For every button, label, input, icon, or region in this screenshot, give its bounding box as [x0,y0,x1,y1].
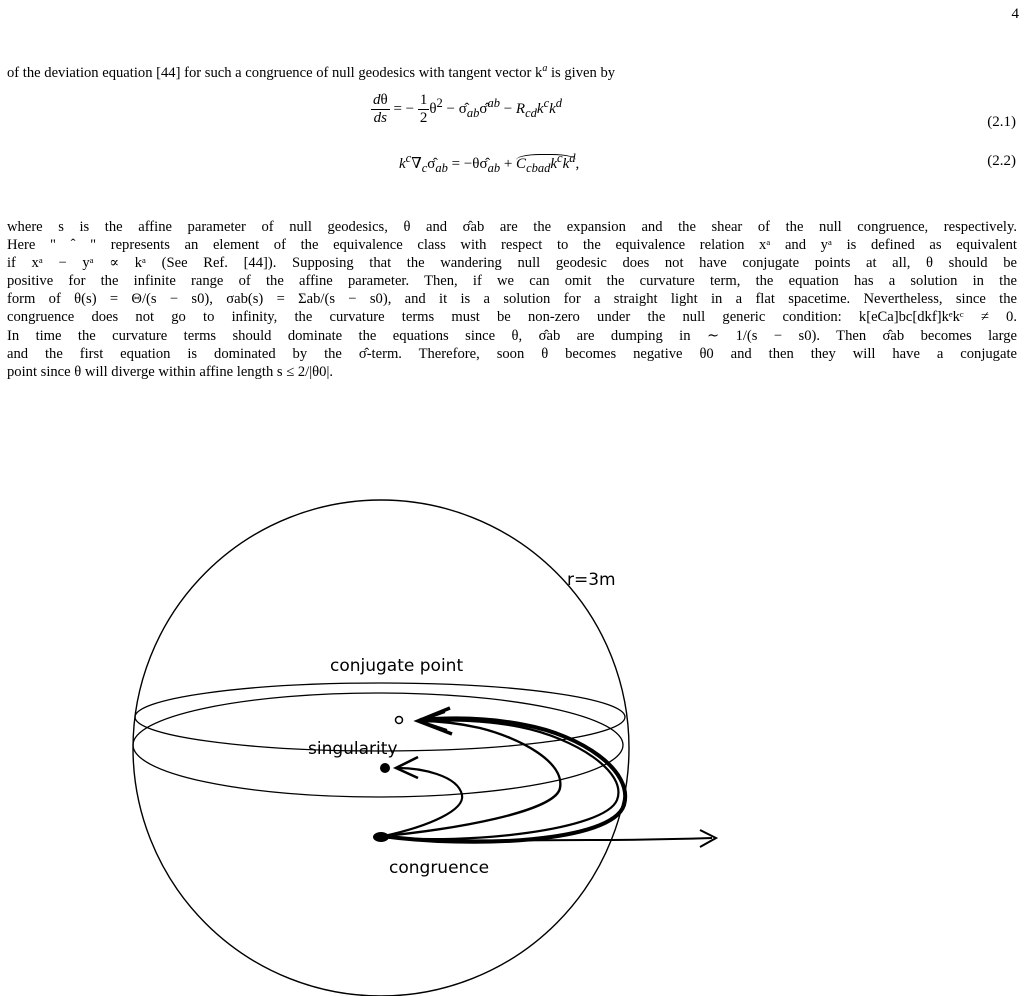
paragraph-line: Here " ˆ " represents an element of the equivalence class with respect to the equivalence relation xᵃ and yᵃ is defined as equivalent [7,237,1017,254]
singularity-marker [380,763,390,773]
paragraph-line: and the first equation is dominated by the σ̂-term. Therefore, soon θ becomes negative θ0 and then they will have a conjugate [7,345,1017,362]
intro-text: of the deviation equation [44] for such a congruence of null geodesics with tangent vector k [7,64,543,81]
paragraph-line: form of θ(s) = Θ/(s − s0), σab(s) = Σab/(s − s0), and it is a solution for a straight light in a flat spacetime. Nevertheless, since the [7,291,1017,308]
equation-number-2-2: (2.2) [987,153,1016,169]
dtheta-ds-fraction: $\frac{d\theta}{ds}$ [373,92,388,126]
geodesic-singularity-loop [384,768,462,836]
geodesic-outer-loop-2 [382,721,618,840]
congruence-label: congruence [389,858,490,878]
paragraph-line: point since θ will diverge within affine length s ≤ 2/|θ0|. [7,363,334,380]
half-fraction: $\frac{1}{2}$ [419,92,428,126]
geodesic-inner-loop [384,721,560,836]
equation-2-2: $k^c\nabla_c\sigmâ_{ab}$ = $-\theta\sigmâ_{ab} + C_{cbad}k^ck^d$, [399,151,580,175]
paragraph-line: congruence does not go to infinity, the curvature terms must be non-zero under the null generic condition: k[eCa]bc[dkf]kᵉkᶜ ≠ 0. [7,309,1017,326]
equation-number-2-1: (2.1) [987,114,1016,130]
page-number: 4 [1011,6,1019,22]
paragraph-line: where s is the affine parameter of null geodesics, θ and σ̂ab are the expansion and the shear of the null congruence, respectively. [7,219,1017,235]
paragraph-line: positive for the infinite range of the affine parameter. Then, if we can omit the curvature term, the equation has a solution in the [7,273,1017,290]
radius-label: r=3m [567,570,616,590]
paragraph-line: if xᵃ − yᵃ ∝ kᵃ (See Ref. [44]). Supposing that the wandering null geodesic does not have conjugate points at all, θ should be [7,255,1017,272]
singularity-label: singularity [308,739,398,759]
congruence-origin-marker [373,832,389,842]
geodesic-outer-loop [382,718,625,841]
intro-tail: is given by [547,64,616,81]
equation-2-1: $\frac{d\theta}{ds}$ = − $\frac{1}{2}$ $\theta^2$ − $\sigmâ_{ab}\sigmâ^{ab} - R_{cd}k^ck^d$ [373,92,563,126]
conjugate-point-marker [396,717,403,724]
conjugate-point-label: conjugate point [330,656,464,676]
intro-sup: a [542,63,548,74]
paragraph-line: In time the curvature terms should dominate the equations since θ, σ̂ab are dumping in ∼ 1/(s − s0). Then σ̂ab becomes large [7,327,1017,344]
